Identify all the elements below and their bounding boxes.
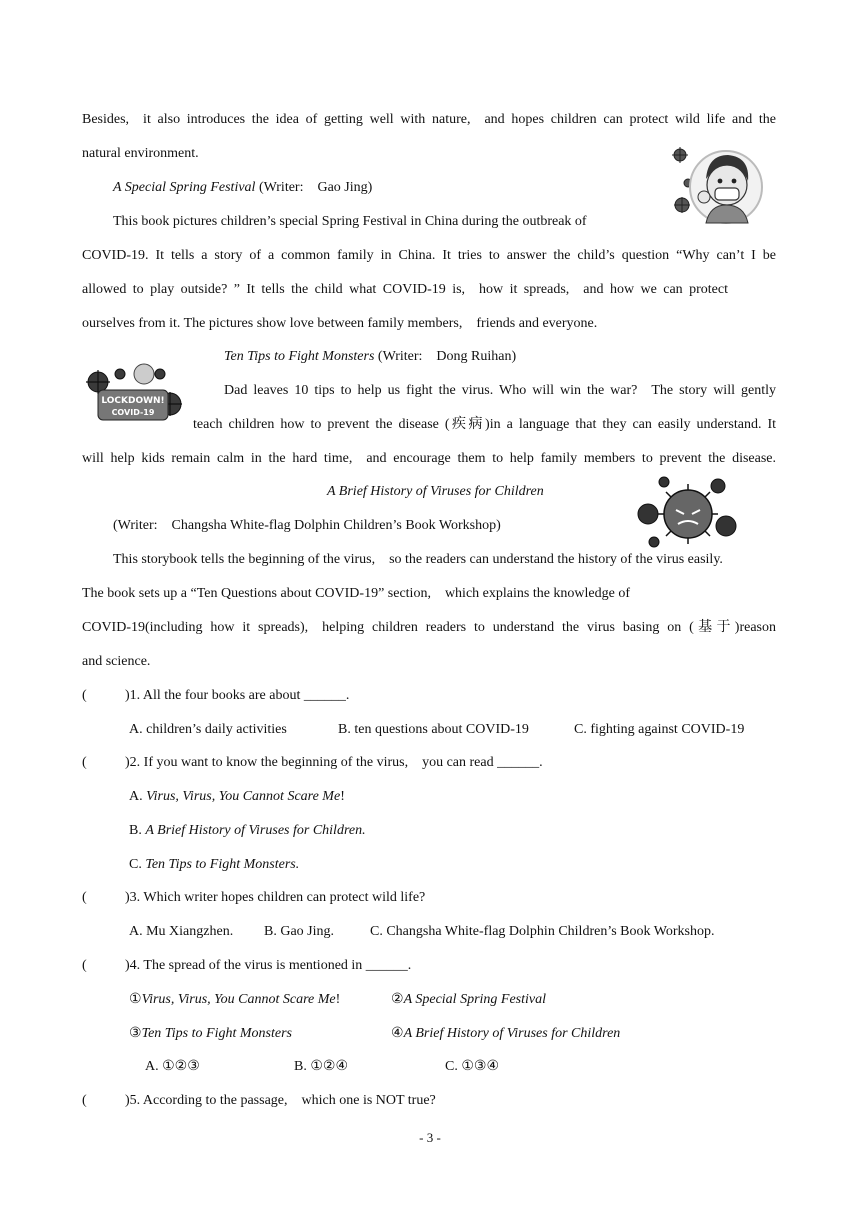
choice-2: ②A Special Spring Festival [391, 992, 547, 1007]
option-c: C. ①③④ [445, 1059, 499, 1074]
book-writer: (Writer: Changsha White-flag Dolphin Children’s Book Workshop) [113, 518, 501, 533]
answer-bracket[interactable]: ( [82, 688, 87, 703]
option-b: B. A Brief History of Viruses for Children. [129, 823, 366, 838]
option-c: C. Ten Tips to Fight Monsters. [129, 857, 300, 872]
option-b: B. ①②④ [294, 1059, 348, 1074]
choice-4: ④A Brief History of Viruses for Children [391, 1026, 621, 1041]
passage-line: COVID-19(including how it spreads), helping children readers to understand the virus basing on (基于)reason [82, 620, 776, 635]
passage-line: will help kids remain calm in the hard time, and encourage them to help family members to prevent the disease. [82, 451, 776, 466]
option-a: A. ①②③ [145, 1059, 200, 1074]
option-a: A. Virus, Virus, You Cannot Scare Me! [129, 789, 345, 804]
passage-line: allowed to play outside? ” It tells the child what COVID-19 is, how it spreads, and how we can protect [82, 282, 728, 297]
choice-3: ③Ten Tips to Fight Monsters [129, 1026, 292, 1041]
question-1: )1. All the four books are about ______. [125, 688, 350, 703]
passage-line: teach children how to prevent the disease (疾病)in a language that they can easily understand. It [193, 417, 776, 432]
option-b: B. Gao Jing. [264, 924, 334, 939]
book-title: A Special Spring Festival [113, 180, 256, 195]
sticker-lockdown-text: LOCKDOWN! [101, 396, 165, 406]
question-3: )3. Which writer hopes children can protect wild life? [125, 890, 426, 905]
question-2: )2. If you want to know the beginning of the virus, you can read ______. [125, 755, 543, 770]
book-writer: (Writer: Dong Ruihan) [374, 349, 517, 364]
option-c: C. fighting against COVID-19 [574, 722, 745, 737]
option-c: C. Changsha White-flag Dolphin Children’s Book Workshop. [370, 924, 715, 939]
page-number: - 3 - [419, 1130, 441, 1145]
passage-line: COVID-19. It tells a story of a common family in China. It tries to answer the child’s question “Why can’t I be [82, 248, 776, 263]
sticker-covid-text: COVID-19 [111, 408, 155, 417]
book-heading [113, 178, 372, 198]
passage-line: This book pictures children’s special Spring Festival in China during the outbreak of [113, 214, 587, 229]
question-4: )4. The spread of the virus is mentioned in ______. [125, 958, 412, 973]
passage-line: natural environment. [82, 146, 199, 161]
passage-line: Dad leaves 10 tips to help us fight the virus. Who will win the war? The story will gently [224, 383, 776, 398]
child-mask-illustration [666, 143, 768, 225]
passage-line: Besides, it also introduces the idea of getting well with nature, and hopes children can protect wild life and the [82, 112, 776, 127]
passage-line: and science. [82, 654, 151, 669]
book-title: A Brief History of Viruses for Children [327, 484, 544, 499]
answer-bracket[interactable]: ( [82, 890, 87, 905]
choice-1: ①Virus, Virus, You Cannot Scare Me! [129, 992, 341, 1007]
book-title: Ten Tips to Fight Monsters [224, 349, 375, 364]
question-5: )5. According to the passage, which one is NOT true? [125, 1093, 436, 1108]
virus-cluster-illustration [634, 468, 738, 552]
passage-line: This storybook tells the beginning of the virus, so the readers can understand the history of the virus easily. [113, 552, 723, 567]
passage-line: ourselves from it. The pictures show love between family members, friends and everyone. [82, 316, 598, 331]
option-a: A. Mu Xiangzhen. [129, 924, 234, 939]
book-heading [224, 347, 516, 367]
option-b: B. ten questions about COVID-19 [338, 722, 529, 737]
answer-bracket[interactable]: ( [82, 1093, 87, 1108]
passage-line: The book sets up a “Ten Questions about COVID-19” section, which explains the knowledge of [82, 586, 631, 601]
lockdown-virus-sticker [82, 360, 184, 428]
book-writer: (Writer: Gao Jing) [255, 180, 373, 195]
answer-bracket[interactable]: ( [82, 755, 87, 770]
answer-bracket[interactable]: ( [82, 958, 87, 973]
option-a: A. children’s daily activities [129, 722, 287, 737]
